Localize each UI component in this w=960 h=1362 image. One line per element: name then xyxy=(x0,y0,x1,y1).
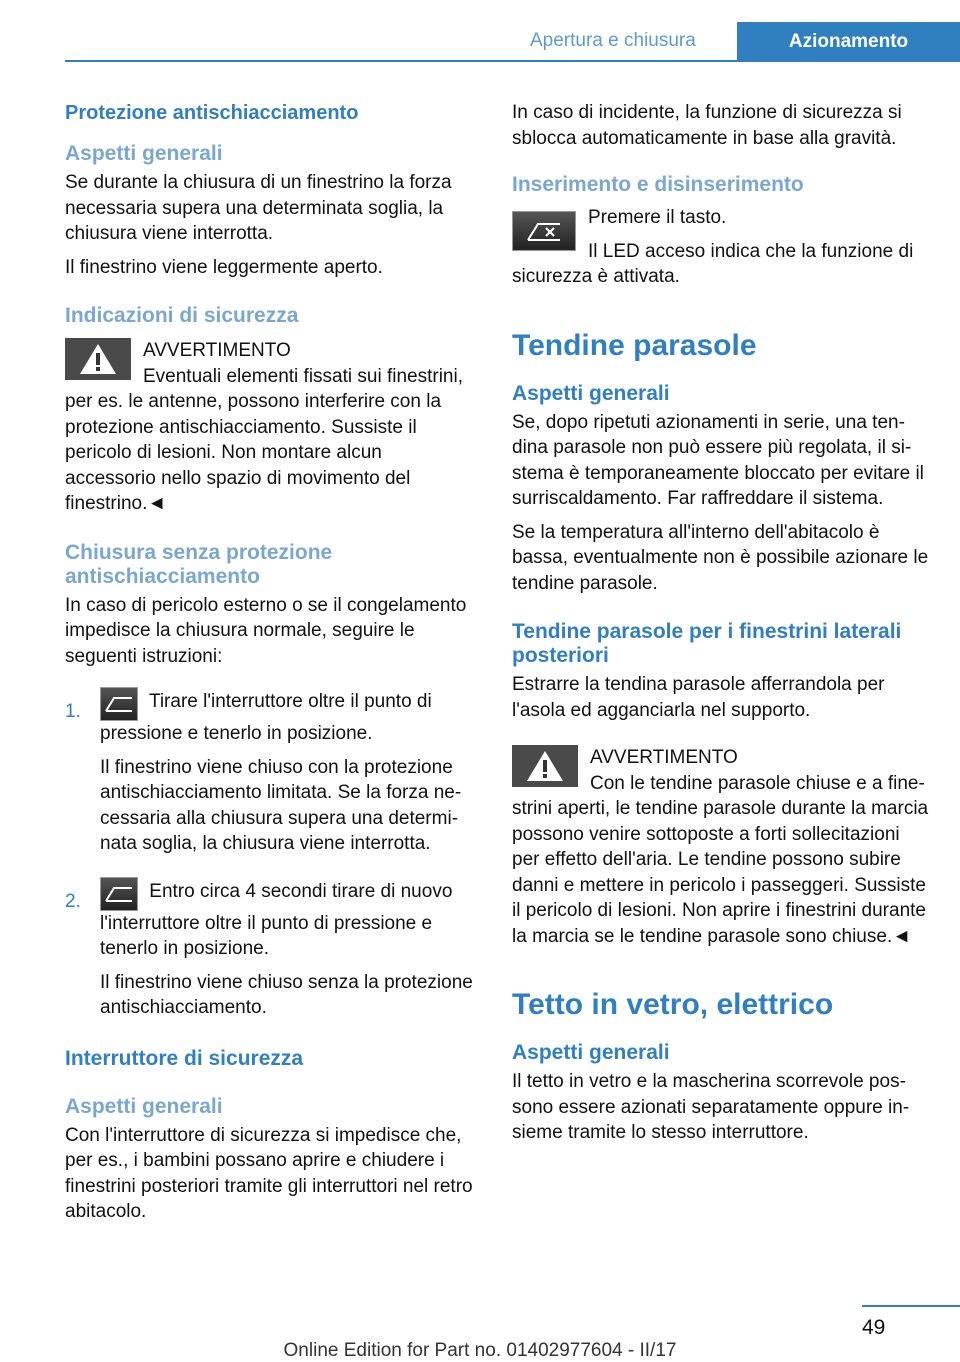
warning-block xyxy=(65,338,477,517)
steps-list xyxy=(65,687,477,1021)
subheading: Indicazioni di sicurezza xyxy=(65,304,299,327)
safety-switch-icon xyxy=(512,211,576,251)
paragraph: Il tetto in vetro e la mascherina scorrevole possono essere azionati separatamente oppure insieme tramite lo stesso interruttore. xyxy=(512,1071,910,1143)
section-title: Protezione antischiacciamento xyxy=(65,102,359,124)
header-tab-active[interactable]: Azionamento xyxy=(737,22,960,62)
paragraph: Se durante la chiusura di un finestrino la forza necessaria supera una determinata soglia, la chiusura viene interrotta. xyxy=(65,172,452,244)
subheading: Aspetti generali xyxy=(65,142,223,165)
footer-rule xyxy=(862,1305,960,1307)
subheading: Aspetti generali xyxy=(65,1094,223,1118)
page-header xyxy=(65,22,960,62)
page-number: 49 xyxy=(862,1316,886,1339)
paragraph: Il LED acceso indica che la funzione di sicurezza è attivata. xyxy=(512,240,914,287)
paragraph: In caso di incidente, la funzione di sicurezza si sblocca automaticamente in base alla gravità. xyxy=(512,102,902,149)
edition-footer: Online Edition for Part no. 01402977604 - II/17 xyxy=(283,1340,677,1361)
paragraph: Estrarre la tendina parasole afferrandola per l'asola ed agganciarla nel supporto. xyxy=(512,674,885,721)
subheading: Aspetti generali xyxy=(512,1041,670,1064)
warning-text: Con le tendine parasole chiuse e a finestrini aperti, le tendine parasole durante la marcia possono venire sottoposte a forti sollecitazioni per effetto dell'aria. Le tendine possono subire danni e mettere in pericolo i passeggeri. Sussiste il pericolo di lesioni. Non aprire i finestrini durante la marcia se le tendine parasole sono chiuse.◄ xyxy=(512,772,929,947)
step-number: 2. xyxy=(65,890,81,912)
paragraph: Con l'interruttore di sicurezza si impedisce che, per es., i bambini possano aprire e chiudere i finestrini posteriori tramite gli interruttori nel retro abitacolo. xyxy=(65,1124,473,1222)
paragraph: Se la temperatura all'interno dell'abitacolo è bassa, eventualmente non è possibile azionare le tendine parasole. xyxy=(512,521,929,594)
paragraph: Il finestrino viene leggermente aperto. xyxy=(65,256,383,278)
subheading: Interruttore di sicurezza xyxy=(65,1046,304,1070)
warning-block xyxy=(512,745,930,949)
header-section[interactable]: Apertura e chiusura xyxy=(530,30,696,51)
list-item xyxy=(65,687,477,857)
paragraph: Premere il tasto. xyxy=(588,207,727,228)
step-text: Entro circa 4 secondi tirare di nuovo l'interruttore oltre il punto di pressione e tenerlo in posizione. xyxy=(100,880,453,959)
subheading: Tendine parasole per i finestrini laterali posteriori xyxy=(512,620,902,667)
subheading: Chiusura senza protezione antischiacciamento xyxy=(65,540,333,588)
switch-block xyxy=(512,205,930,290)
chapter-title: Tetto in vetro, elettrico xyxy=(512,988,834,1021)
list-item xyxy=(65,877,477,1021)
paragraph: Se, dopo ripetuti azionamenti in serie, una tendina parasole non può essere più regolata, il sistema è temporaneamente bloccato per evitare il surriscaldamento. Far raffreddare il sistema. xyxy=(512,411,924,509)
right-column xyxy=(512,100,930,1146)
warning-triangle-icon xyxy=(512,745,578,787)
subheading: Inserimento e disinserimento xyxy=(512,173,804,196)
window-switch-icon xyxy=(100,687,138,721)
step-number: 1. xyxy=(65,701,81,722)
window-switch-icon xyxy=(100,877,138,911)
step-subtext: Il finestrino viene chiuso senza la protezione antischiacciamento. xyxy=(100,971,473,1018)
subheading: Aspetti generali xyxy=(512,381,670,405)
warning-triangle-icon xyxy=(65,338,131,380)
warning-label: AVVERTIMENTO xyxy=(590,747,738,768)
paragraph: In caso di pericolo esterno o se il congelamento impedisce la chiusura normale, seguire le seguenti istruzioni: xyxy=(65,594,467,667)
chapter-title: Tendine parasole xyxy=(512,328,757,362)
step-text: Tirare l'interruttore oltre il punto di pressione e tenerlo in posizione. xyxy=(100,691,432,744)
step-subtext: Il finestrino viene chiuso con la protezione antischiacciamento limitata. Se la forza necessaria alla chiusura supera una determinata soglia, la chiusura viene interrotta. xyxy=(100,756,462,854)
left-column xyxy=(65,100,477,1225)
warning-text: Eventuali elementi fissati sui finestrini, per es. le antenne, possono interferire con la protezione antischiacciamento. Sussiste il pericolo di lesioni. Non montare alcun accessorio nello spazio di movimento del finestrino.◄ xyxy=(65,365,463,514)
warning-label: AVVERTIMENTO xyxy=(143,340,291,361)
